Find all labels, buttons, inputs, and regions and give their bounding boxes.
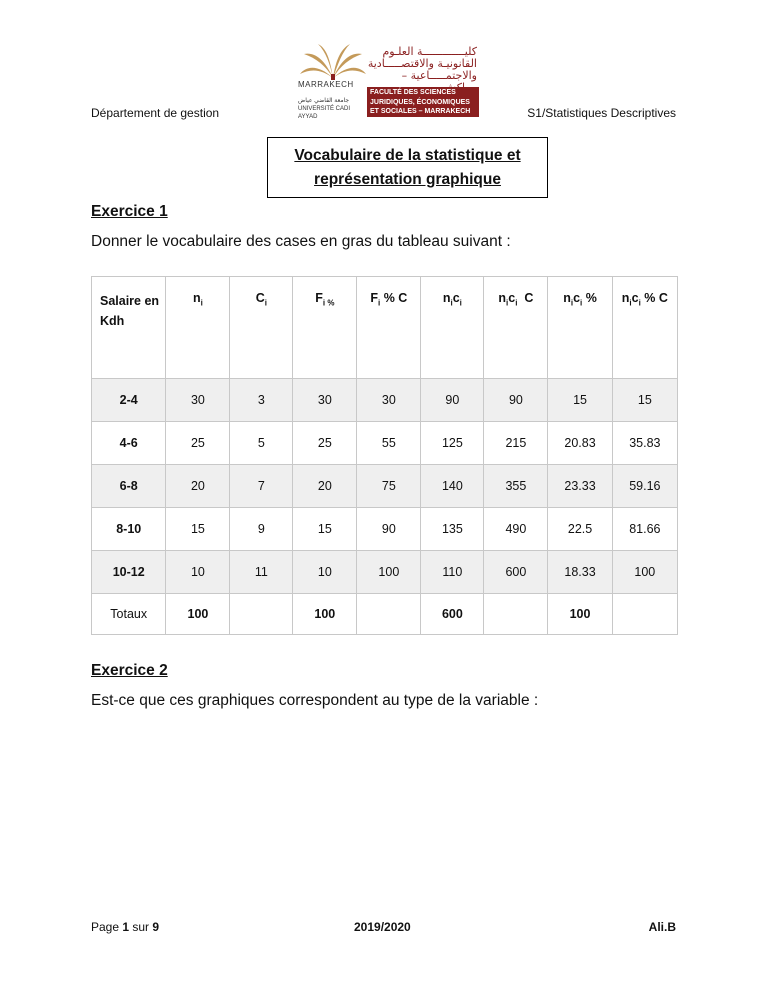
table-row	[92, 508, 678, 551]
table-cell: 23.33	[548, 465, 612, 508]
exercise-1-instruction: Donner le vocabulaire des cases en gras du tableau suivant :	[91, 233, 511, 250]
title-line-2: représentation graphique	[314, 170, 501, 188]
course-label: S1/Statistiques Descriptives	[527, 106, 676, 120]
table-cell	[357, 594, 421, 635]
table-header-row	[92, 277, 678, 379]
table-cell: 10	[166, 551, 230, 594]
table-cell: 90	[484, 379, 548, 422]
table-cell: 10-12	[92, 551, 166, 594]
table-cell: 90	[421, 379, 484, 422]
author: Ali.B	[648, 920, 676, 934]
table-cell: 100	[166, 594, 230, 635]
frequency-table	[91, 276, 678, 635]
table-cell	[612, 594, 677, 635]
table-cell: 135	[421, 508, 484, 551]
table-cell: 7	[230, 465, 293, 508]
table-cell: 5	[230, 422, 293, 465]
header-cell-nici-cumulative: $n_ic_i$ C	[484, 277, 548, 379]
table-cell: 2-4	[92, 379, 166, 422]
table-cell: 140	[421, 465, 484, 508]
totals-label: Totaux	[92, 594, 166, 635]
table-cell: 59.16	[612, 465, 677, 508]
table-cell	[230, 594, 293, 635]
header-cell-salary: Salaire en Kdh	[92, 277, 166, 379]
table-cell: 9	[230, 508, 293, 551]
table-cell: 55	[357, 422, 421, 465]
document-title	[267, 137, 548, 198]
table-cell: 35.83	[612, 422, 677, 465]
academic-year: 2019/2020	[354, 920, 411, 934]
table-cell: 30	[293, 379, 357, 422]
logo-city: MARRAKECH	[298, 80, 354, 89]
table-cell: 15	[612, 379, 677, 422]
table-cell: 30	[357, 379, 421, 422]
table-cell: 25	[166, 422, 230, 465]
table-cell: 490	[484, 508, 548, 551]
table-cell: 81.66	[612, 508, 677, 551]
table-cell: 22.5	[548, 508, 612, 551]
table-cell: 18.33	[548, 551, 612, 594]
table-cell: 110	[421, 551, 484, 594]
table-cell: 25	[293, 422, 357, 465]
header-cell-nici-percent-cumulative: $n_ic_i$ % C	[612, 277, 677, 379]
table-cell: 4-6	[92, 422, 166, 465]
logo-faculty-arabic: كليـــــــــــــة العلـوم القانونيـة والاقتصـــــادية والاجتمـــــاعية –	[367, 45, 477, 82]
table-cell: 125	[421, 422, 484, 465]
header-cell-ni: $n_i$	[166, 277, 230, 379]
table-cell: 215	[484, 422, 548, 465]
table-cell: 20.83	[548, 422, 612, 465]
table-cell: 11	[230, 551, 293, 594]
table-cell: 90	[357, 508, 421, 551]
table-row	[92, 551, 678, 594]
table-row	[92, 422, 678, 465]
header-cell-ci: $C_i$	[230, 277, 293, 379]
exercise-2-title: Exercice 2	[91, 662, 168, 679]
department-label: Département de gestion	[91, 106, 220, 120]
table-cell: 30	[166, 379, 230, 422]
table-cell: 100	[612, 551, 677, 594]
table-cell	[484, 594, 548, 635]
logo-faculty-french: FACULTÉ DES SCIENCES JURIDIQUES, ÉCONOMIQUES ET SOCIALES – MARRAKECH	[367, 87, 479, 117]
page-number: Page 1 sur 9	[91, 920, 160, 934]
table-cell: 100	[548, 594, 612, 635]
table-row	[92, 379, 678, 422]
header-cell-nici: $n_ic_i$	[421, 277, 484, 379]
table-cell: 100	[293, 594, 357, 635]
table-cell: 10	[293, 551, 357, 594]
table-cell: 75	[357, 465, 421, 508]
table-cell: 20	[293, 465, 357, 508]
table-cell: 15	[293, 508, 357, 551]
table-cell: 3	[230, 379, 293, 422]
table-cell: 8-10	[92, 508, 166, 551]
header-cell-fi-percent: $F_{i \%}$	[293, 277, 357, 379]
logo-university: جامعة القاضي عياض UNIVERSITÉ CADI AYYAD	[298, 98, 351, 120]
exercise-2-instruction: Est-ce que ces graphiques correspondent au type de la variable :	[91, 692, 539, 709]
table-cell: 20	[166, 465, 230, 508]
header-cell-fi-percent-cumulative: $F_i$ % C	[357, 277, 421, 379]
table-cell: 600	[484, 551, 548, 594]
title-line-1: Vocabulaire de la statistique et	[294, 146, 521, 164]
table-cell: 355	[484, 465, 548, 508]
table-cell: 15	[166, 508, 230, 551]
table-cell: 6-8	[92, 465, 166, 508]
table-cell: 600	[421, 594, 484, 635]
header-cell-nici-percent: $n_ic_i$ %	[548, 277, 612, 379]
table-row	[92, 465, 678, 508]
table-cell: 100	[357, 551, 421, 594]
table-totals-row	[92, 594, 678, 635]
exercise-1-title: Exercice 1	[91, 203, 168, 220]
table-cell: 15	[548, 379, 612, 422]
